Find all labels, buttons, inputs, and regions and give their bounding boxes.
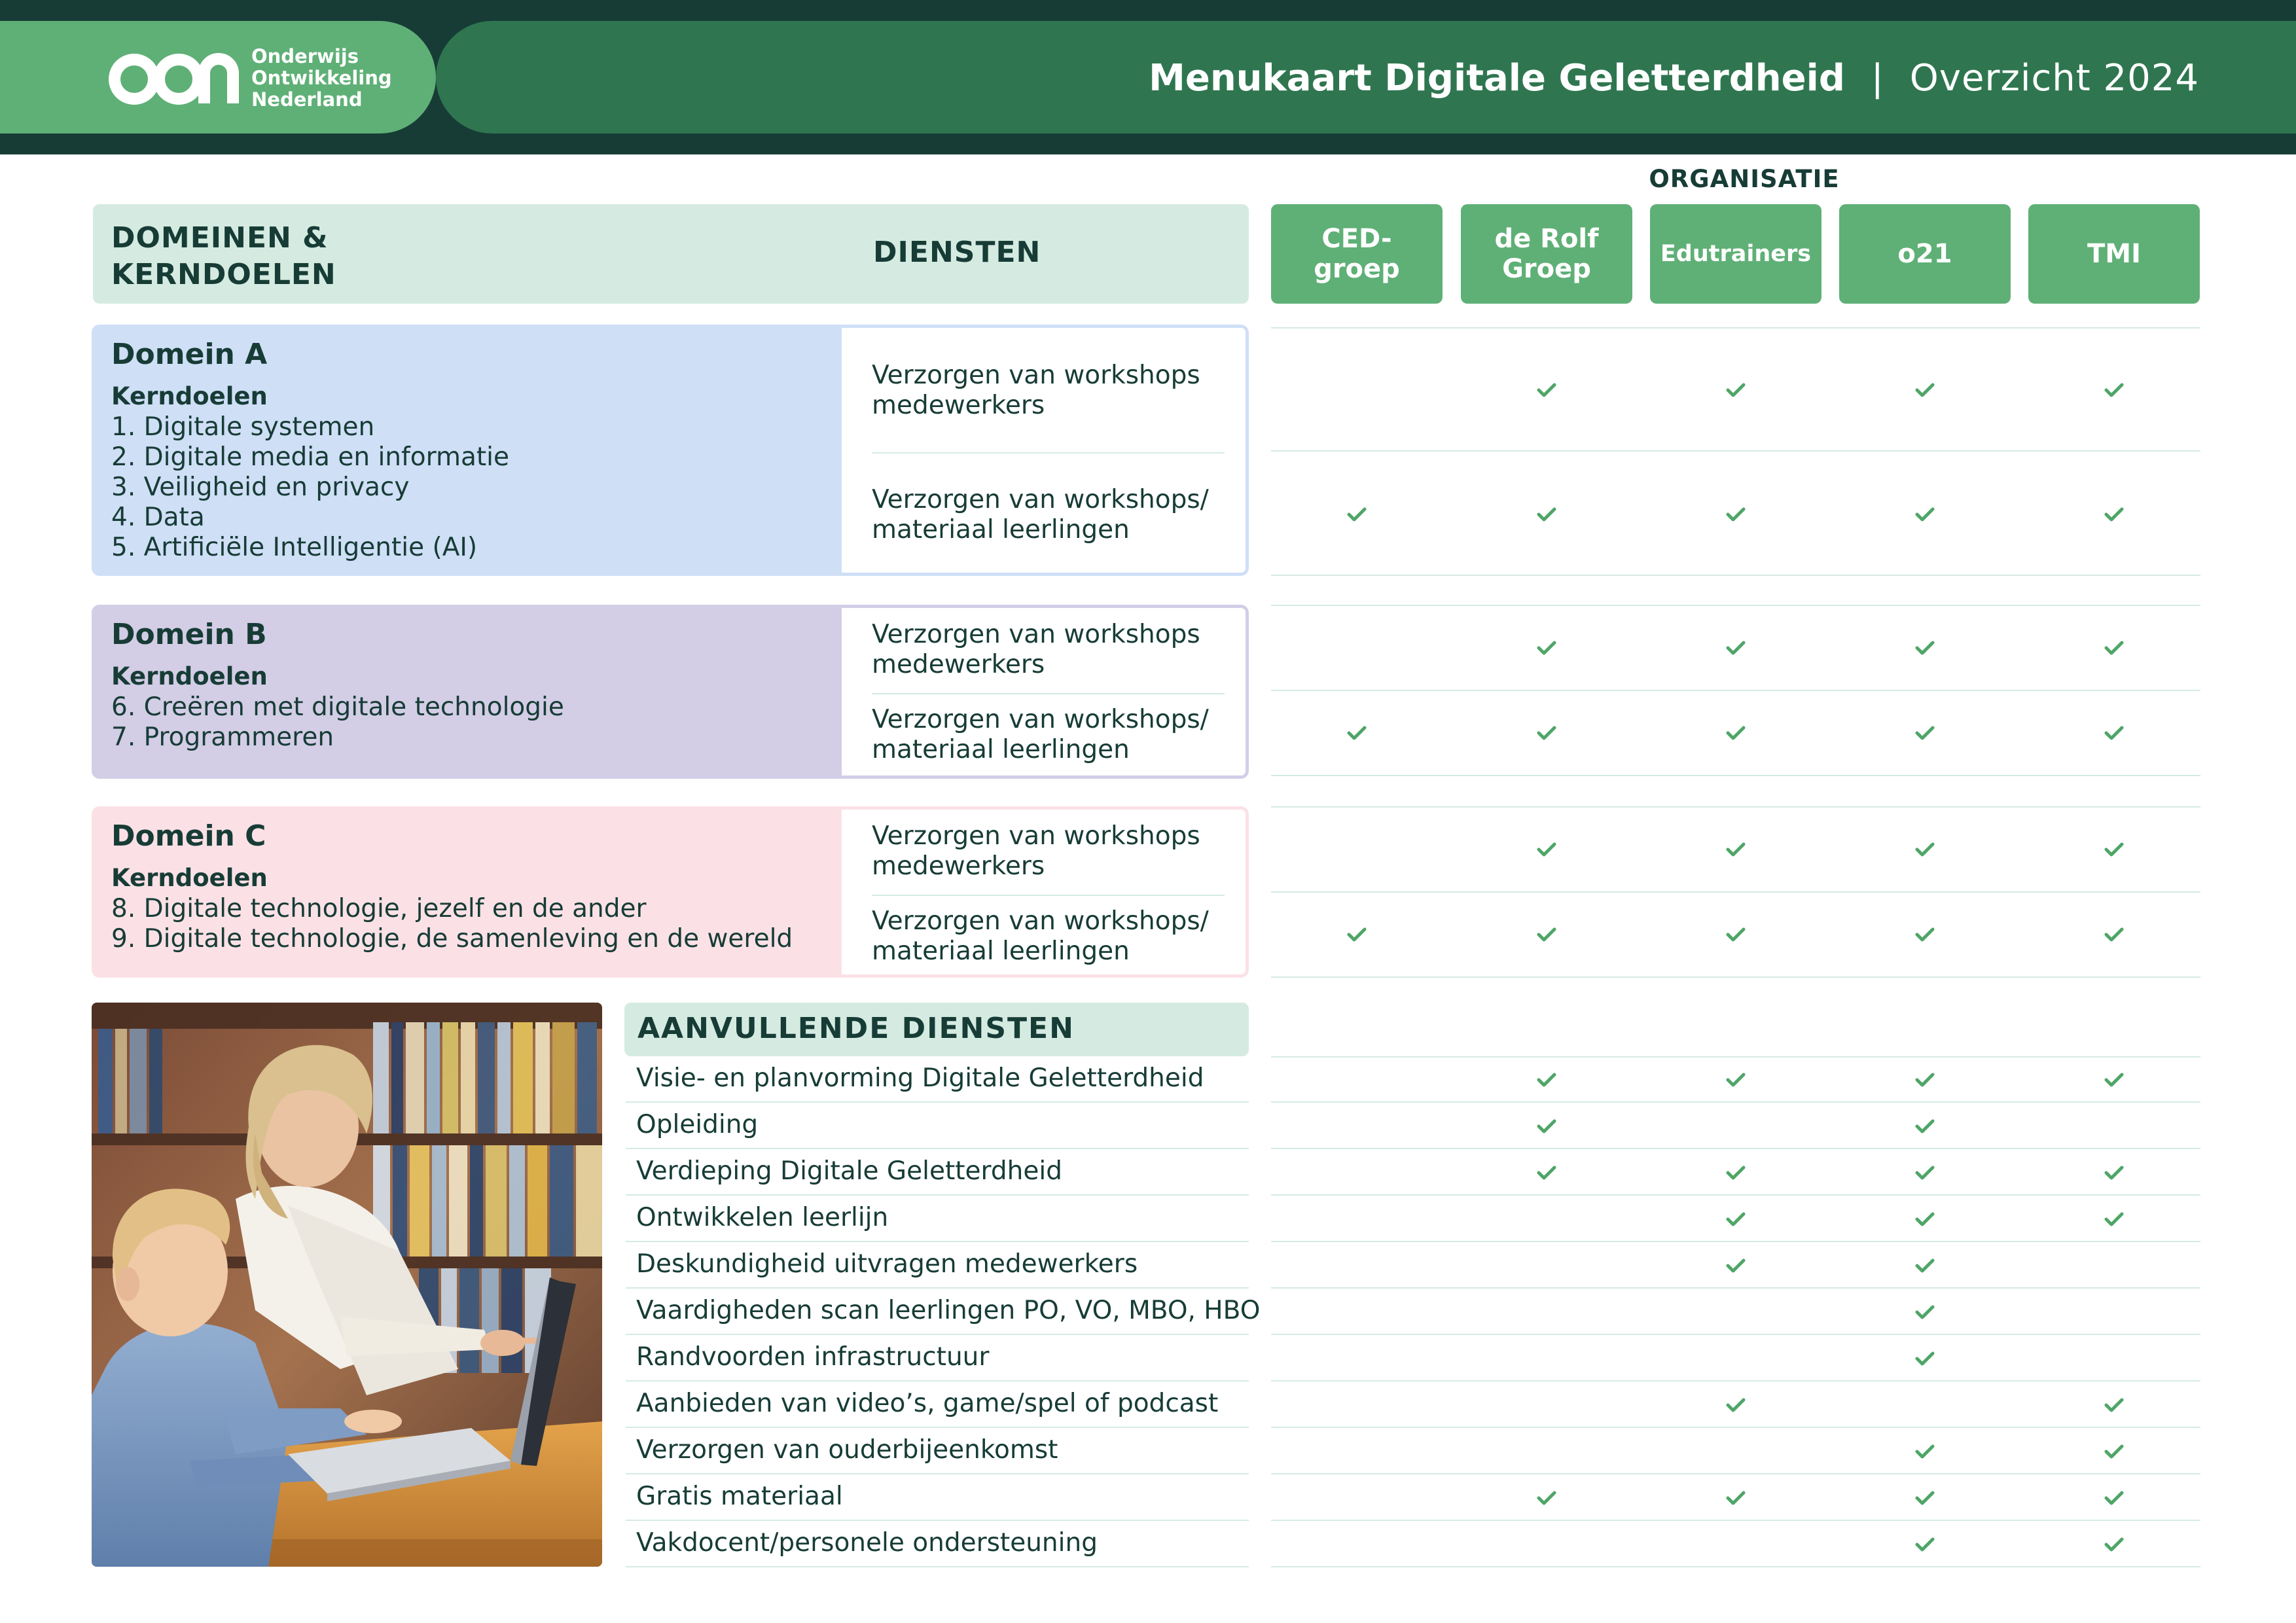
kerndoel-item: 3. Veiligheid en privacy bbox=[111, 473, 410, 502]
service-label: Verzorgen van workshops medewerkers bbox=[872, 620, 1200, 679]
domain-a-block bbox=[92, 325, 1249, 576]
org-header-edutrainers: Edutrainers bbox=[1650, 204, 1821, 304]
checkmark-icon-tmi bbox=[2104, 1490, 2124, 1506]
checkmark-icon-de-rolf-groep bbox=[1537, 1072, 1556, 1088]
checkmark-icon-de-rolf-groep bbox=[1537, 640, 1556, 656]
additional-service-row bbox=[626, 1474, 1249, 1521]
checkmark-icon-o21 bbox=[1915, 1444, 1935, 1459]
org-header-de-rolf-groep: de Rolf Groep bbox=[1461, 204, 1632, 304]
grid-line bbox=[1271, 327, 2200, 329]
checkmark-icon-de-rolf-groep bbox=[1537, 1490, 1556, 1506]
page-header bbox=[0, 0, 2296, 154]
additional-service-row bbox=[626, 1103, 1249, 1149]
kerndoelen-label: Kerndoelen bbox=[111, 662, 268, 690]
checkmark-icon-edutrainers bbox=[1726, 1490, 1746, 1506]
additional-service-row bbox=[626, 1149, 1249, 1196]
grid-line bbox=[1271, 1473, 2200, 1474]
checkmark-icon-o21 bbox=[1915, 1304, 1935, 1320]
additional-service-label: Randvoorden infrastructuur bbox=[636, 1342, 990, 1372]
domain-title: Domein C bbox=[111, 819, 266, 853]
additional-service-row bbox=[626, 1242, 1249, 1289]
additional-service-row bbox=[626, 1196, 1249, 1242]
additional-services-title: AANVULLENDE DIENSTEN bbox=[637, 1012, 1075, 1045]
org-header-tmi: TMI bbox=[2028, 204, 2200, 304]
additional-service-row bbox=[626, 1521, 1249, 1567]
checkmark-icon-de-rolf-groep bbox=[1537, 382, 1556, 398]
checkmark-icon-ced-groep bbox=[1347, 927, 1367, 942]
additional-service-label: Opleiding bbox=[636, 1110, 759, 1139]
additional-service-row bbox=[626, 1289, 1261, 1335]
checkmark-icon-o21 bbox=[1915, 1537, 1935, 1552]
kerndoelen-label: Kerndoelen bbox=[111, 864, 268, 892]
kerndoelen-list bbox=[111, 894, 793, 954]
domain-a-services bbox=[842, 325, 1249, 576]
kerndoel-item: 6. Creëren met digitale technologie bbox=[111, 692, 564, 722]
domain-title: Domein A bbox=[111, 338, 268, 371]
service-label: Verzorgen van workshops/ materiaal leerlingen bbox=[872, 485, 1209, 544]
services-column-header: DIENSTEN bbox=[873, 236, 1041, 269]
kerndoelen-list bbox=[111, 412, 509, 563]
grid-line bbox=[1271, 1380, 2200, 1382]
table-header bbox=[93, 204, 1249, 304]
checkmark-icon-edutrainers bbox=[1726, 725, 1746, 741]
logo-line: Ontwikkeling bbox=[251, 67, 392, 89]
kerndoel-item: 1. Digitale systemen bbox=[111, 412, 375, 442]
additional-service-label: Vakdocent/personele ondersteuning bbox=[636, 1528, 1098, 1558]
grid-line bbox=[1271, 1194, 2200, 1196]
grid-line bbox=[1271, 891, 2200, 893]
row-divider bbox=[626, 1566, 1249, 1567]
logo-text bbox=[251, 46, 392, 111]
kerndoel-item: 9. Digitale technologie, de samenleving en de wereld bbox=[111, 924, 793, 954]
checkmark-icon-tmi bbox=[2104, 640, 2124, 656]
checkmark-icon-tmi bbox=[2104, 1211, 2124, 1227]
checkmark-icon-edutrainers bbox=[1726, 1211, 1746, 1227]
grid-line bbox=[1271, 1241, 2200, 1242]
checkmark-icon-edutrainers bbox=[1726, 507, 1746, 522]
checkmark-icon-de-rolf-groep bbox=[1537, 1165, 1556, 1181]
domain-c-description bbox=[92, 806, 842, 978]
additional-service-label: Ontwikkelen leerlijn bbox=[636, 1203, 889, 1232]
checkmark-icon-de-rolf-groep bbox=[1537, 507, 1556, 522]
title-separator: | bbox=[1871, 57, 1884, 99]
checkmark-icon-de-rolf-groep bbox=[1537, 842, 1556, 857]
domain-b-block bbox=[92, 605, 1249, 779]
checkmark-icon-de-rolf-groep bbox=[1537, 927, 1556, 942]
checkmark-icon-edutrainers bbox=[1726, 382, 1746, 398]
grid-line bbox=[1271, 1334, 2200, 1335]
additional-service-label: Gratis materiaal bbox=[636, 1482, 843, 1511]
logo-line: Onderwijs bbox=[251, 45, 359, 67]
document-title: Menukaart Digitale Geletterdheid bbox=[1149, 57, 1845, 99]
service-divider bbox=[872, 452, 1225, 454]
checkmark-icon-de-rolf-groep bbox=[1537, 725, 1556, 741]
checkmark-icon-o21 bbox=[1915, 842, 1935, 857]
checkmark-icon-edutrainers bbox=[1726, 1258, 1746, 1274]
grid-line bbox=[1271, 575, 2200, 576]
kerndoel-item: 4. Data bbox=[111, 503, 205, 532]
document-subtitle: Overzicht 2024 bbox=[1909, 57, 2199, 99]
additional-service-row bbox=[626, 1335, 1249, 1382]
checkmark-icon-tmi bbox=[2104, 1537, 2124, 1552]
org-header-o21: o21 bbox=[1839, 204, 2011, 304]
grid-line bbox=[1271, 1148, 2200, 1149]
kerndoel-item: 2. Digitale media en informatie bbox=[111, 442, 509, 472]
service-label: Verzorgen van workshops/ materiaal leerlingen bbox=[872, 906, 1209, 966]
checkmark-icon-tmi bbox=[2104, 382, 2124, 398]
kerndoelen-label: Kerndoelen bbox=[111, 382, 268, 410]
grid-line bbox=[1271, 775, 2200, 776]
domains-column-header: DOMEINEN & KERNDOELEN bbox=[111, 221, 336, 291]
checkmark-icon-tmi bbox=[2104, 842, 2124, 857]
checkmark-icon-ced-groep bbox=[1347, 507, 1367, 522]
organisation-label: ORGANISATIE bbox=[1649, 165, 1840, 193]
domain-title: Domein B bbox=[111, 618, 267, 651]
additional-service-label: Verdieping Digitale Geletterdheid bbox=[636, 1156, 1062, 1186]
service-label: Verzorgen van workshops/ materiaal leerlingen bbox=[872, 705, 1209, 764]
org-header-ced-groep: CED-groep bbox=[1271, 204, 1443, 304]
service-divider bbox=[872, 693, 1225, 694]
grid-line bbox=[1271, 1101, 2200, 1103]
additional-services-header bbox=[624, 1003, 1249, 1056]
service-label: Verzorgen van workshops medewerkers bbox=[872, 821, 1200, 881]
service-divider bbox=[872, 895, 1225, 896]
kerndoel-item: 7. Programmeren bbox=[111, 722, 334, 752]
domain-b-services bbox=[842, 605, 1249, 779]
grid-line bbox=[1271, 976, 2200, 978]
domain-c-services bbox=[842, 806, 1249, 978]
kerndoel-item: 8. Digitale technologie, jezelf en de ander bbox=[111, 894, 647, 923]
document-title-group bbox=[1149, 54, 2199, 103]
additional-service-row bbox=[626, 1428, 1249, 1474]
additional-service-label: Verzorgen van ouderbijeenkomst bbox=[636, 1435, 1058, 1465]
checkmark-icon-edutrainers bbox=[1726, 1397, 1746, 1413]
grid-line bbox=[1271, 1566, 2200, 1567]
checkmark-icon-tmi bbox=[2104, 725, 2124, 741]
additional-service-row bbox=[626, 1056, 1249, 1103]
kerndoelen-list bbox=[111, 692, 564, 753]
additional-service-row bbox=[626, 1382, 1249, 1428]
grid-line bbox=[1271, 1287, 2200, 1289]
checkmark-icon-tmi bbox=[2104, 507, 2124, 522]
kerndoel-item: 5. Artificiële Intelligentie (AI) bbox=[111, 533, 478, 562]
checkmark-icon-o21 bbox=[1915, 1351, 1935, 1366]
checkmark-icon-tmi bbox=[2104, 1165, 2124, 1181]
checkmark-icon-tmi bbox=[2104, 927, 2124, 942]
checkmark-icon-edutrainers bbox=[1726, 927, 1746, 942]
checkmark-icon-o21 bbox=[1915, 725, 1935, 741]
photo-illustration bbox=[92, 1003, 602, 1567]
additional-service-label: Aanbieden van video’s, game/spel of podcast bbox=[636, 1389, 1219, 1418]
checkmark-icon-ced-groep bbox=[1347, 725, 1367, 741]
checkmark-icon-edutrainers bbox=[1726, 1072, 1746, 1088]
checkmark-icon-o21 bbox=[1915, 1118, 1935, 1134]
checkmark-icon-o21 bbox=[1915, 1258, 1935, 1274]
additional-service-label: Visie- en planvorming Digitale Geletterdheid bbox=[636, 1063, 1204, 1093]
checkmark-icon-o21 bbox=[1915, 1211, 1935, 1227]
checkmark-icon-o21 bbox=[1915, 640, 1935, 656]
grid-line bbox=[1271, 1520, 2200, 1521]
checkmark-icon-tmi bbox=[2104, 1072, 2124, 1088]
checkmark-icon-o21 bbox=[1915, 1165, 1935, 1181]
service-label: Verzorgen van workshops medewerkers bbox=[872, 361, 1200, 420]
grid-line bbox=[1271, 1056, 2200, 1058]
domain-b-description bbox=[92, 605, 842, 779]
domain-c-block bbox=[92, 806, 1249, 978]
grid-line bbox=[1271, 690, 2200, 691]
grid-line bbox=[1271, 605, 2200, 606]
checkmark-icon-edutrainers bbox=[1726, 842, 1746, 857]
domain-a-description bbox=[92, 325, 842, 576]
checkmark-icon-o21 bbox=[1915, 1490, 1935, 1506]
teacher-student-laptop-photo bbox=[92, 1003, 602, 1567]
checkmark-icon-edutrainers bbox=[1726, 1165, 1746, 1181]
checkmark-icon-tmi bbox=[2104, 1397, 2124, 1413]
checkmark-icon-tmi bbox=[2104, 1444, 2124, 1459]
checkmark-icon-o21 bbox=[1915, 927, 1935, 942]
additional-service-label: Deskundigheid uitvragen medewerkers bbox=[636, 1249, 1138, 1279]
grid-line bbox=[1271, 450, 2200, 452]
grid-line bbox=[1271, 1427, 2200, 1428]
checkmark-icon-edutrainers bbox=[1726, 640, 1746, 656]
grid-line bbox=[1271, 806, 2200, 808]
additional-service-label: Vaardigheden scan leerlingen PO, VO, MBO, HBO bbox=[636, 1296, 1261, 1325]
oon-logo-icon bbox=[109, 51, 240, 107]
logo-line: Nederland bbox=[251, 88, 363, 111]
checkmark-icon-de-rolf-groep bbox=[1537, 1118, 1556, 1134]
checkmark-icon-o21 bbox=[1915, 382, 1935, 398]
checkmark-icon-o21 bbox=[1915, 1072, 1935, 1088]
checkmark-icon-o21 bbox=[1915, 507, 1935, 522]
